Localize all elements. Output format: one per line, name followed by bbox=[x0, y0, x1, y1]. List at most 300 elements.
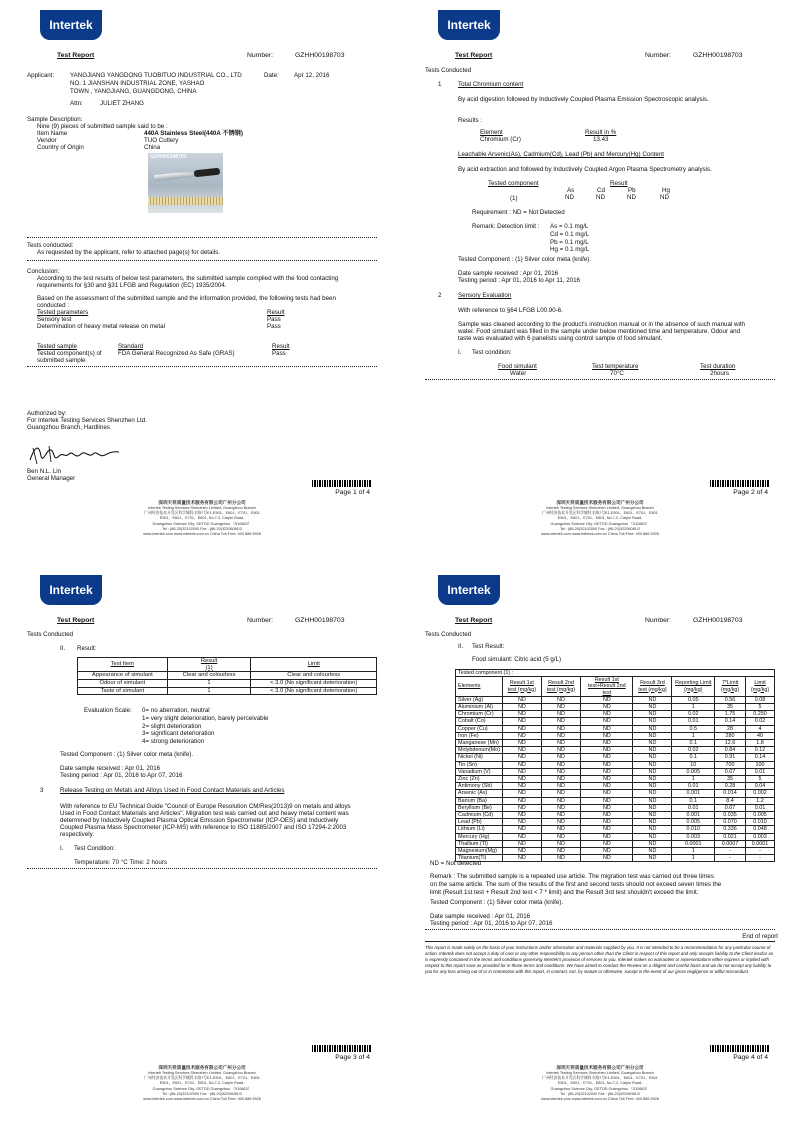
table-cell: Copper (Cu) bbox=[456, 725, 503, 732]
table-cell: ND bbox=[581, 768, 633, 775]
table-cell: Thallium (Tl) bbox=[456, 840, 503, 847]
table-row bbox=[456, 797, 775, 804]
standard-result: Pass bbox=[272, 350, 286, 357]
barcode bbox=[312, 480, 372, 487]
conclusion-line: requirements for §30 and §31 LFGB and Regulation (EC) 1935/2004. bbox=[37, 282, 227, 289]
report-page-3 bbox=[12, 575, 392, 1120]
nd-note: ND = Not detected bbox=[430, 860, 482, 867]
condition-number: I. bbox=[60, 845, 64, 852]
table-cell: ND bbox=[581, 725, 633, 732]
remark-line: limit (Result 1st test + Result 2nd test < 7 * limit) and the Result 3rd test shouldn't exceed the limit. bbox=[430, 888, 699, 896]
report-title: Test Report bbox=[57, 52, 95, 59]
address-line: E501、E601、E701、E801, No.7-2, Caipin Road, bbox=[557, 1081, 643, 1086]
company-address bbox=[112, 500, 292, 537]
table-cell: ND bbox=[633, 704, 672, 711]
detection-limit: Cd = 0.1 mg/L bbox=[550, 230, 590, 238]
table-cell: ND bbox=[502, 718, 541, 725]
table-cell: ND bbox=[581, 732, 633, 739]
number-label: Number: bbox=[247, 617, 274, 624]
table-cell: 0.003 bbox=[746, 833, 775, 840]
table-cell: ND bbox=[541, 812, 581, 819]
table-cell: 0.5 bbox=[672, 725, 715, 732]
condition-header: Test duration bbox=[700, 363, 736, 370]
report-number: GZHH00198703 bbox=[693, 52, 743, 59]
table-cell: 0.003 bbox=[672, 833, 715, 840]
table-cell: ND bbox=[581, 819, 633, 826]
table-header: Result 2nd test (mg/kg) bbox=[541, 677, 581, 697]
condition-header: Food simulant bbox=[498, 363, 537, 370]
table-cell: ND bbox=[502, 754, 541, 761]
section-number: 3 bbox=[40, 787, 44, 794]
table-cell: ND bbox=[541, 833, 581, 840]
table-row bbox=[456, 783, 775, 790]
table-cell: ND bbox=[581, 761, 633, 768]
table-cell: 0.02 bbox=[672, 747, 715, 754]
tests-conducted-heading: Tests Conducted bbox=[425, 67, 472, 74]
table-cell: Odour of simulant bbox=[78, 679, 168, 687]
address-line: E501、E601、E701、E801, No.7-2, Caipin Road, bbox=[159, 516, 245, 521]
assessment-line: conducted : bbox=[37, 302, 69, 309]
table-cell: ND bbox=[541, 732, 581, 739]
metal-result: ND bbox=[627, 194, 636, 201]
table-cell: 0.1 bbox=[672, 797, 715, 804]
sample-description-label: Sample Description: bbox=[27, 116, 83, 123]
table-cell: ND bbox=[502, 819, 541, 826]
address-line: 深圳天祥质量技术服务有限公司广州分公司 bbox=[158, 1065, 246, 1070]
table-cell: ND bbox=[502, 747, 541, 754]
table-cell: ND bbox=[502, 826, 541, 833]
report-number: GZHH00198703 bbox=[295, 52, 345, 59]
release-description: Used in Food Contact Materials and Articles". Migration test was carried out and heavy metal content was bbox=[60, 810, 349, 817]
table-cell: 0.07 bbox=[715, 768, 746, 775]
table-row bbox=[78, 672, 377, 680]
dotted-separator bbox=[425, 929, 775, 930]
table-cell: ND bbox=[581, 790, 633, 797]
table-cell: ND bbox=[541, 790, 581, 797]
table-cell: Cadmium (Cd) bbox=[456, 812, 503, 819]
method-text: By acid digestion followed by Inductively Coupled Plasma Emission Spectroscopic analysis. bbox=[458, 96, 709, 103]
page-header bbox=[455, 617, 780, 627]
origin: China bbox=[144, 144, 161, 151]
metal-result: ND bbox=[565, 194, 574, 201]
table-cell: Cobalt (Co) bbox=[456, 718, 503, 725]
barcode bbox=[710, 1045, 770, 1052]
table-cell: ND bbox=[502, 704, 541, 711]
table-cell: 12.6 bbox=[715, 740, 746, 747]
table-header: Elements bbox=[456, 677, 503, 697]
condition-value: Water bbox=[510, 370, 527, 377]
result-label: Result: bbox=[77, 645, 97, 652]
table-row bbox=[456, 740, 775, 747]
tested-component: Tested Component : (1) Silver color meta (knife). bbox=[458, 256, 592, 263]
metal-result: ND bbox=[596, 194, 605, 201]
table-cell: ND bbox=[502, 776, 541, 783]
parameter-result: Pass bbox=[267, 316, 281, 323]
dotted-separator bbox=[425, 379, 775, 380]
table-cell: Beryllium (Be) bbox=[456, 804, 503, 811]
address-line: Intertek Testing Services Shenzhen Limited, Guangzhou Branch bbox=[546, 506, 654, 511]
table-cell: ND bbox=[581, 804, 633, 811]
table-cell: Taste of simulant bbox=[78, 687, 168, 695]
table-cell: ND bbox=[633, 747, 672, 754]
table-cell: ND bbox=[502, 797, 541, 804]
table-cell: Lead (Pb) bbox=[456, 819, 503, 826]
table-row bbox=[456, 819, 775, 826]
number-label: Number: bbox=[645, 52, 672, 59]
table-cell: 0.91 bbox=[715, 754, 746, 761]
table-cell: ND bbox=[633, 826, 672, 833]
condition-label: Test condition: bbox=[472, 349, 512, 356]
table-cell: 1 bbox=[167, 687, 251, 695]
table-cell: 0.01 bbox=[672, 804, 715, 811]
table-cell: ND bbox=[581, 783, 633, 790]
table-row bbox=[456, 833, 775, 840]
table-cell: ND bbox=[581, 704, 633, 711]
table-cell: 1 bbox=[167, 679, 251, 687]
report-page-1 bbox=[12, 10, 392, 555]
table-cell: Titanium(Ti) bbox=[456, 855, 503, 862]
sensory-description: Sample was cleaned according to the product's instruction manual or in the absence of such manual with bbox=[458, 321, 745, 328]
table-cell: ND bbox=[633, 797, 672, 804]
end-of-report: End of report bbox=[742, 933, 778, 940]
address-line: www.intertek.com www.intertek.com.cn China Toll-Free: 400 886 9926 bbox=[541, 1096, 659, 1101]
photo-caption: GZHH00198703 bbox=[150, 154, 187, 160]
address-line: Guangzhou Science City, GETDD Guangzhou （510663） bbox=[550, 521, 650, 526]
address-line: Tel : (86-20)32102000 Fax : (86-20)32206081/2 bbox=[560, 1091, 640, 1096]
tests-conducted-heading: Tests Conducted bbox=[425, 631, 472, 638]
section-title: Total Chromium content bbox=[458, 81, 524, 88]
parameter-name: Sensory test bbox=[37, 316, 72, 323]
address-line: Guangzhou Science City, GETDD Guangzhou （510663） bbox=[152, 1086, 252, 1091]
remark-label: Remark: Detection limit : bbox=[472, 223, 540, 230]
scale-label: Evaluation Scale: bbox=[84, 707, 132, 714]
table-cell: Iron (Fe) bbox=[456, 732, 503, 739]
table-cell: ND bbox=[502, 740, 541, 747]
table-cell: ND bbox=[541, 783, 581, 790]
intertek-logo: Intertek bbox=[40, 10, 102, 40]
address-line: 广州经济技术开发区科学城科丰路7号E1-E501、E601、E701、E801 bbox=[144, 511, 260, 516]
address-line: Tel : (86-20)32102000 Fax : (86-20)32206081/2 bbox=[162, 1091, 242, 1096]
address-line: 深圳天祥质量技术服务有限公司广州分公司 bbox=[556, 1065, 644, 1070]
table-cell: ND bbox=[581, 840, 633, 847]
number-label: Number: bbox=[645, 617, 672, 624]
metal-result: ND bbox=[660, 194, 669, 201]
attn-label: Attn: bbox=[70, 100, 83, 107]
table-cell: ND bbox=[581, 711, 633, 718]
table-cell: ND bbox=[581, 812, 633, 819]
table-cell: Chromium (Cr) bbox=[456, 711, 503, 718]
table-cell: ND bbox=[633, 725, 672, 732]
standard-header: Standard bbox=[118, 343, 144, 350]
report-page-2 bbox=[410, 10, 790, 555]
table-cell: ND bbox=[581, 747, 633, 754]
end-rule bbox=[425, 941, 775, 942]
address-line: 广州经济技术开发区科学城科丰路7号E1-E501、E601、E701、E801 bbox=[542, 511, 658, 516]
parameters-header: Tested parameters bbox=[37, 309, 89, 316]
parameter-name: Determination of heavy metal release on metal bbox=[37, 323, 165, 330]
applicant-line: NO. 1 JIANSHAN INDUSTRIAL ZONE, YASHAO bbox=[70, 79, 205, 87]
dotted-separator bbox=[27, 237, 377, 238]
table-subheader: (1) bbox=[205, 664, 213, 671]
table-cell: ND bbox=[541, 797, 581, 804]
table-cell: 0.01 bbox=[672, 718, 715, 725]
section-number: 1 bbox=[438, 81, 442, 88]
table-cell: 0.010 bbox=[672, 826, 715, 833]
table-cell: Magnesium(Mg) bbox=[456, 848, 503, 855]
table-cell: ND bbox=[541, 711, 581, 718]
address-line: www.intertek.com www.intertek.com.cn China Toll-Free: 400 886 9926 bbox=[143, 1096, 261, 1101]
table-row bbox=[456, 718, 775, 725]
vendor: TUO Cutlery bbox=[144, 137, 179, 144]
result-number: II. bbox=[60, 645, 66, 652]
address-line: Intertek Testing Services Shenzhen Limited, Guangzhou Branch bbox=[546, 1071, 654, 1076]
signer-title: General Manager bbox=[27, 475, 76, 482]
table-cell: ND bbox=[541, 855, 581, 862]
table-cell: ND bbox=[633, 732, 672, 739]
table-cell: ND bbox=[541, 704, 581, 711]
table-cell: Vanadium (V) bbox=[456, 768, 503, 775]
ruler bbox=[148, 197, 223, 205]
table-header: Reporting Limit (mg/kg) bbox=[672, 677, 715, 697]
table-cell: Silver (Ag) bbox=[456, 696, 503, 703]
table-cell: 0.07 bbox=[715, 804, 746, 811]
table-cell: ND bbox=[581, 855, 633, 862]
table-row bbox=[456, 725, 775, 732]
address-line: Intertek Testing Services Shenzhen Limited, Guangzhou Branch bbox=[148, 1071, 256, 1076]
table-cell: 10 bbox=[672, 761, 715, 768]
table-cell: ND bbox=[581, 718, 633, 725]
table-cell: 0.035 bbox=[715, 812, 746, 819]
table-cell: ND bbox=[502, 840, 541, 847]
results-label: Results : bbox=[458, 117, 483, 124]
table-cell: Zinc (Zn) bbox=[456, 776, 503, 783]
address-line: 广州经济技术开发区科学城科丰路7号E1-E501、E601、E701、E801 bbox=[542, 1076, 658, 1081]
table-cell: ND bbox=[633, 840, 672, 847]
result-label: Test Result: bbox=[472, 643, 505, 650]
sample-description: Nine (9) pieces of submitted sample said to be : bbox=[37, 123, 168, 130]
authorized-line: Guangzhou Branch, Hardlines bbox=[27, 424, 110, 431]
report-number: GZHH00198703 bbox=[693, 617, 743, 624]
signature-graphic bbox=[27, 442, 122, 466]
address-line: www.intertek.com www.intertek.com.cn China Toll-Free: 400 886 9926 bbox=[541, 531, 659, 536]
applicant-line: TOWN , YANGJIANG, GUANGDONG, CHINA bbox=[70, 87, 197, 95]
condition-value: 70°C bbox=[610, 370, 624, 377]
vendor-label: Vendor bbox=[37, 137, 57, 144]
tests-conducted-heading: Tests Conducted bbox=[27, 631, 74, 638]
table-header-text: Result bbox=[200, 658, 218, 664]
table-cell: ND bbox=[633, 833, 672, 840]
scale-item: 4= strong deterioration bbox=[142, 738, 205, 745]
table-cell: - bbox=[746, 848, 775, 855]
sample-photo bbox=[148, 153, 223, 213]
table-body bbox=[456, 696, 775, 862]
table-cell: Antimony (Sb) bbox=[456, 783, 503, 790]
address-line: 深圳天祥质量技术服务有限公司广州分公司 bbox=[158, 500, 246, 505]
conclusion-label: Conclusion: bbox=[27, 268, 60, 275]
tested-component: Tested Component : (1) Silver color meta (knife). bbox=[430, 899, 564, 906]
table-cell: ND bbox=[541, 696, 581, 703]
table-cell: ND bbox=[502, 855, 541, 862]
table-cell: 0.010 bbox=[746, 819, 775, 826]
metal-result-header: Result bbox=[610, 180, 628, 187]
dotted-separator bbox=[27, 260, 377, 261]
table-cell: ND bbox=[581, 740, 633, 747]
table-cell: 0.070 bbox=[715, 819, 746, 826]
table-cell: 0.05 bbox=[672, 696, 715, 703]
table-cell: ND bbox=[502, 783, 541, 790]
table-row bbox=[78, 687, 377, 695]
table-header-row bbox=[456, 677, 775, 697]
section-title: Release Testing on Metals and Alloys Used in Food Contact Materials and Articles bbox=[60, 787, 285, 794]
sensory-description: taste was evaluated with 6 panelists using control sample of food simulant. bbox=[458, 335, 663, 342]
food-simulant: Food simulant: Citric acid (5 g/L) bbox=[472, 656, 562, 663]
table-cell: 8.4 bbox=[715, 797, 746, 804]
table-cell: 0.02 bbox=[672, 711, 715, 718]
table-cell: 280 bbox=[715, 732, 746, 739]
date-received: Date sample received : Apr 01, 2016 bbox=[60, 765, 161, 772]
condition-label: Test Condition: bbox=[74, 845, 115, 852]
attn-name: JULIET ZHANG bbox=[100, 100, 144, 107]
metal-header: As bbox=[567, 187, 575, 194]
table-cell: Tin (Sn) bbox=[456, 761, 503, 768]
tests-conducted-label: Tests conducted: bbox=[27, 242, 74, 249]
table-cell: Appearance of simulant bbox=[78, 672, 168, 680]
table-cell: 0.84 bbox=[715, 747, 746, 754]
applicant-block bbox=[70, 72, 270, 95]
table-cell: ND bbox=[541, 840, 581, 847]
table-cell: 35 bbox=[715, 704, 746, 711]
table-cell: 40 bbox=[746, 732, 775, 739]
table-row bbox=[456, 812, 775, 819]
table-cell: ND bbox=[502, 812, 541, 819]
table-cell: ND bbox=[581, 797, 633, 804]
table-cell: 5 bbox=[746, 704, 775, 711]
table-cell: 0.005 bbox=[746, 812, 775, 819]
table-header: Result 3rd test (mg/kg) bbox=[633, 677, 672, 697]
page-footer bbox=[410, 1045, 790, 1105]
section-number: 2 bbox=[438, 292, 442, 299]
table-cell: Arsenic (As) bbox=[456, 790, 503, 797]
page-header bbox=[455, 52, 780, 62]
table-cell: Barium (Ba) bbox=[456, 797, 503, 804]
table-row bbox=[456, 696, 775, 703]
tested-sample-header: Tested sample bbox=[37, 343, 77, 350]
table-row bbox=[456, 848, 775, 855]
dotted-separator bbox=[27, 868, 377, 869]
remark-block bbox=[430, 873, 780, 896]
table-row bbox=[456, 790, 775, 797]
scale-item: 1= very slight deterioration, barely perceivable bbox=[142, 714, 269, 722]
table-cell: 1 bbox=[672, 855, 715, 862]
address-line: 深圳天祥质量技术服务有限公司广州分公司 bbox=[556, 500, 644, 505]
table-cell: 0.002 bbox=[746, 790, 775, 797]
table-cell: ND bbox=[541, 768, 581, 775]
origin-label: Country of Origin bbox=[37, 144, 84, 151]
reference-text: With reference to §64 LFGB L00.90-6. bbox=[458, 307, 563, 314]
detection-limit: Hg = 0.1 mg/L bbox=[550, 246, 590, 254]
table-row bbox=[78, 679, 377, 687]
signer-name: Ben N.L. Lin bbox=[27, 468, 62, 475]
result2-header: Result bbox=[272, 343, 290, 350]
remark-line: on the same article. The sum of the results of the first and second tests should not exceed seven times the bbox=[430, 880, 722, 888]
table-cell: 5 bbox=[746, 776, 775, 783]
table-cell: ND bbox=[541, 740, 581, 747]
page-header bbox=[57, 617, 382, 627]
table-header: 7*Limit (mg/kg) bbox=[715, 677, 746, 697]
table-cell: Lithium (Li) bbox=[456, 826, 503, 833]
address-line: www.intertek.com www.intertek.com.cn China Toll-Free: 400 886 9926 bbox=[143, 531, 261, 536]
table-row bbox=[456, 804, 775, 811]
tested-component: Tested Component : (1) Silver color meta (knife). bbox=[60, 751, 194, 758]
scale-item: 0= no aberration, neutral bbox=[142, 707, 210, 714]
table-header: Limit (mg/kg) bbox=[746, 677, 775, 697]
table-cell: Clear and colourless bbox=[251, 672, 377, 680]
table-cell: 0.14 bbox=[715, 718, 746, 725]
table-cell: ND bbox=[502, 696, 541, 703]
table-cell: 1.8 bbox=[746, 740, 775, 747]
address-line: E501、E601、E701、E801, No.7-2, Caipin Road, bbox=[159, 1081, 245, 1086]
table-cell: 0.021 bbox=[715, 833, 746, 840]
table-cell: - bbox=[715, 848, 746, 855]
table-cell: 28 bbox=[715, 725, 746, 732]
testing-period: Testing period : Apr 01, 2016 to Apr 07, 2016 bbox=[430, 920, 553, 927]
knife-handle bbox=[194, 168, 221, 178]
report-number: GZHH00198703 bbox=[295, 617, 345, 624]
table-cell: ND bbox=[541, 754, 581, 761]
table-row bbox=[456, 732, 775, 739]
table-cell: ND bbox=[581, 826, 633, 833]
table-cell: ND bbox=[581, 696, 633, 703]
condition-header: Test temperature bbox=[592, 363, 639, 370]
table-row bbox=[456, 826, 775, 833]
table-cell: 1 bbox=[672, 704, 715, 711]
address-line: Guangzhou Science City, GETDD Guangzhou （510663） bbox=[550, 1086, 650, 1091]
table-header: Limit bbox=[251, 658, 377, 672]
table-row bbox=[456, 704, 775, 711]
table-caption: Tested component (1) : bbox=[456, 670, 775, 677]
table-header: Result 1st test (mg/kg) bbox=[502, 677, 541, 697]
table-cell: 0.28 bbox=[715, 783, 746, 790]
address-line: Tel : (86-20)32102000 Fax : (86-20)32206081/2 bbox=[560, 526, 640, 531]
table-header: Result 1st test+Result 2nd test bbox=[581, 677, 633, 697]
table-row bbox=[456, 711, 775, 718]
metal-header: Pb bbox=[628, 187, 636, 194]
table-cell: ND bbox=[633, 783, 672, 790]
address-line: Guangzhou Science City, GETDD Guangzhou （510663） bbox=[152, 521, 252, 526]
conclusion-line: According to the test results of below test parameters, the submitted sample complied with the food contacting bbox=[37, 275, 339, 282]
barcode bbox=[312, 1045, 372, 1052]
release-description: respectively. bbox=[60, 831, 94, 838]
table-cell: 0.001 bbox=[672, 790, 715, 797]
metal-header: Hg bbox=[662, 187, 670, 194]
table-cell: Mercury (Hg) bbox=[456, 833, 503, 840]
table-cell: 0.08 bbox=[746, 696, 775, 703]
table-cell: 1.75 bbox=[715, 711, 746, 718]
table-cell: 0.14 bbox=[746, 754, 775, 761]
table-cell: 0.56 bbox=[715, 696, 746, 703]
table-cell: ND bbox=[633, 768, 672, 775]
table-cell: 0.014 bbox=[715, 790, 746, 797]
date-label: Date: bbox=[264, 72, 279, 79]
table-cell: Clear and colourless bbox=[167, 672, 251, 680]
dotted-separator bbox=[27, 366, 377, 367]
table-cell: ND bbox=[502, 768, 541, 775]
table-cell: ND bbox=[633, 848, 672, 855]
report-date: Apr 12, 2016 bbox=[294, 72, 330, 79]
release-description: determined by Inductively Coupled Plasma Optical Emission Spectrometer (ICP-OES) and Inductively bbox=[60, 817, 339, 824]
table-cell: ND bbox=[633, 855, 672, 862]
company-address bbox=[112, 1065, 292, 1102]
